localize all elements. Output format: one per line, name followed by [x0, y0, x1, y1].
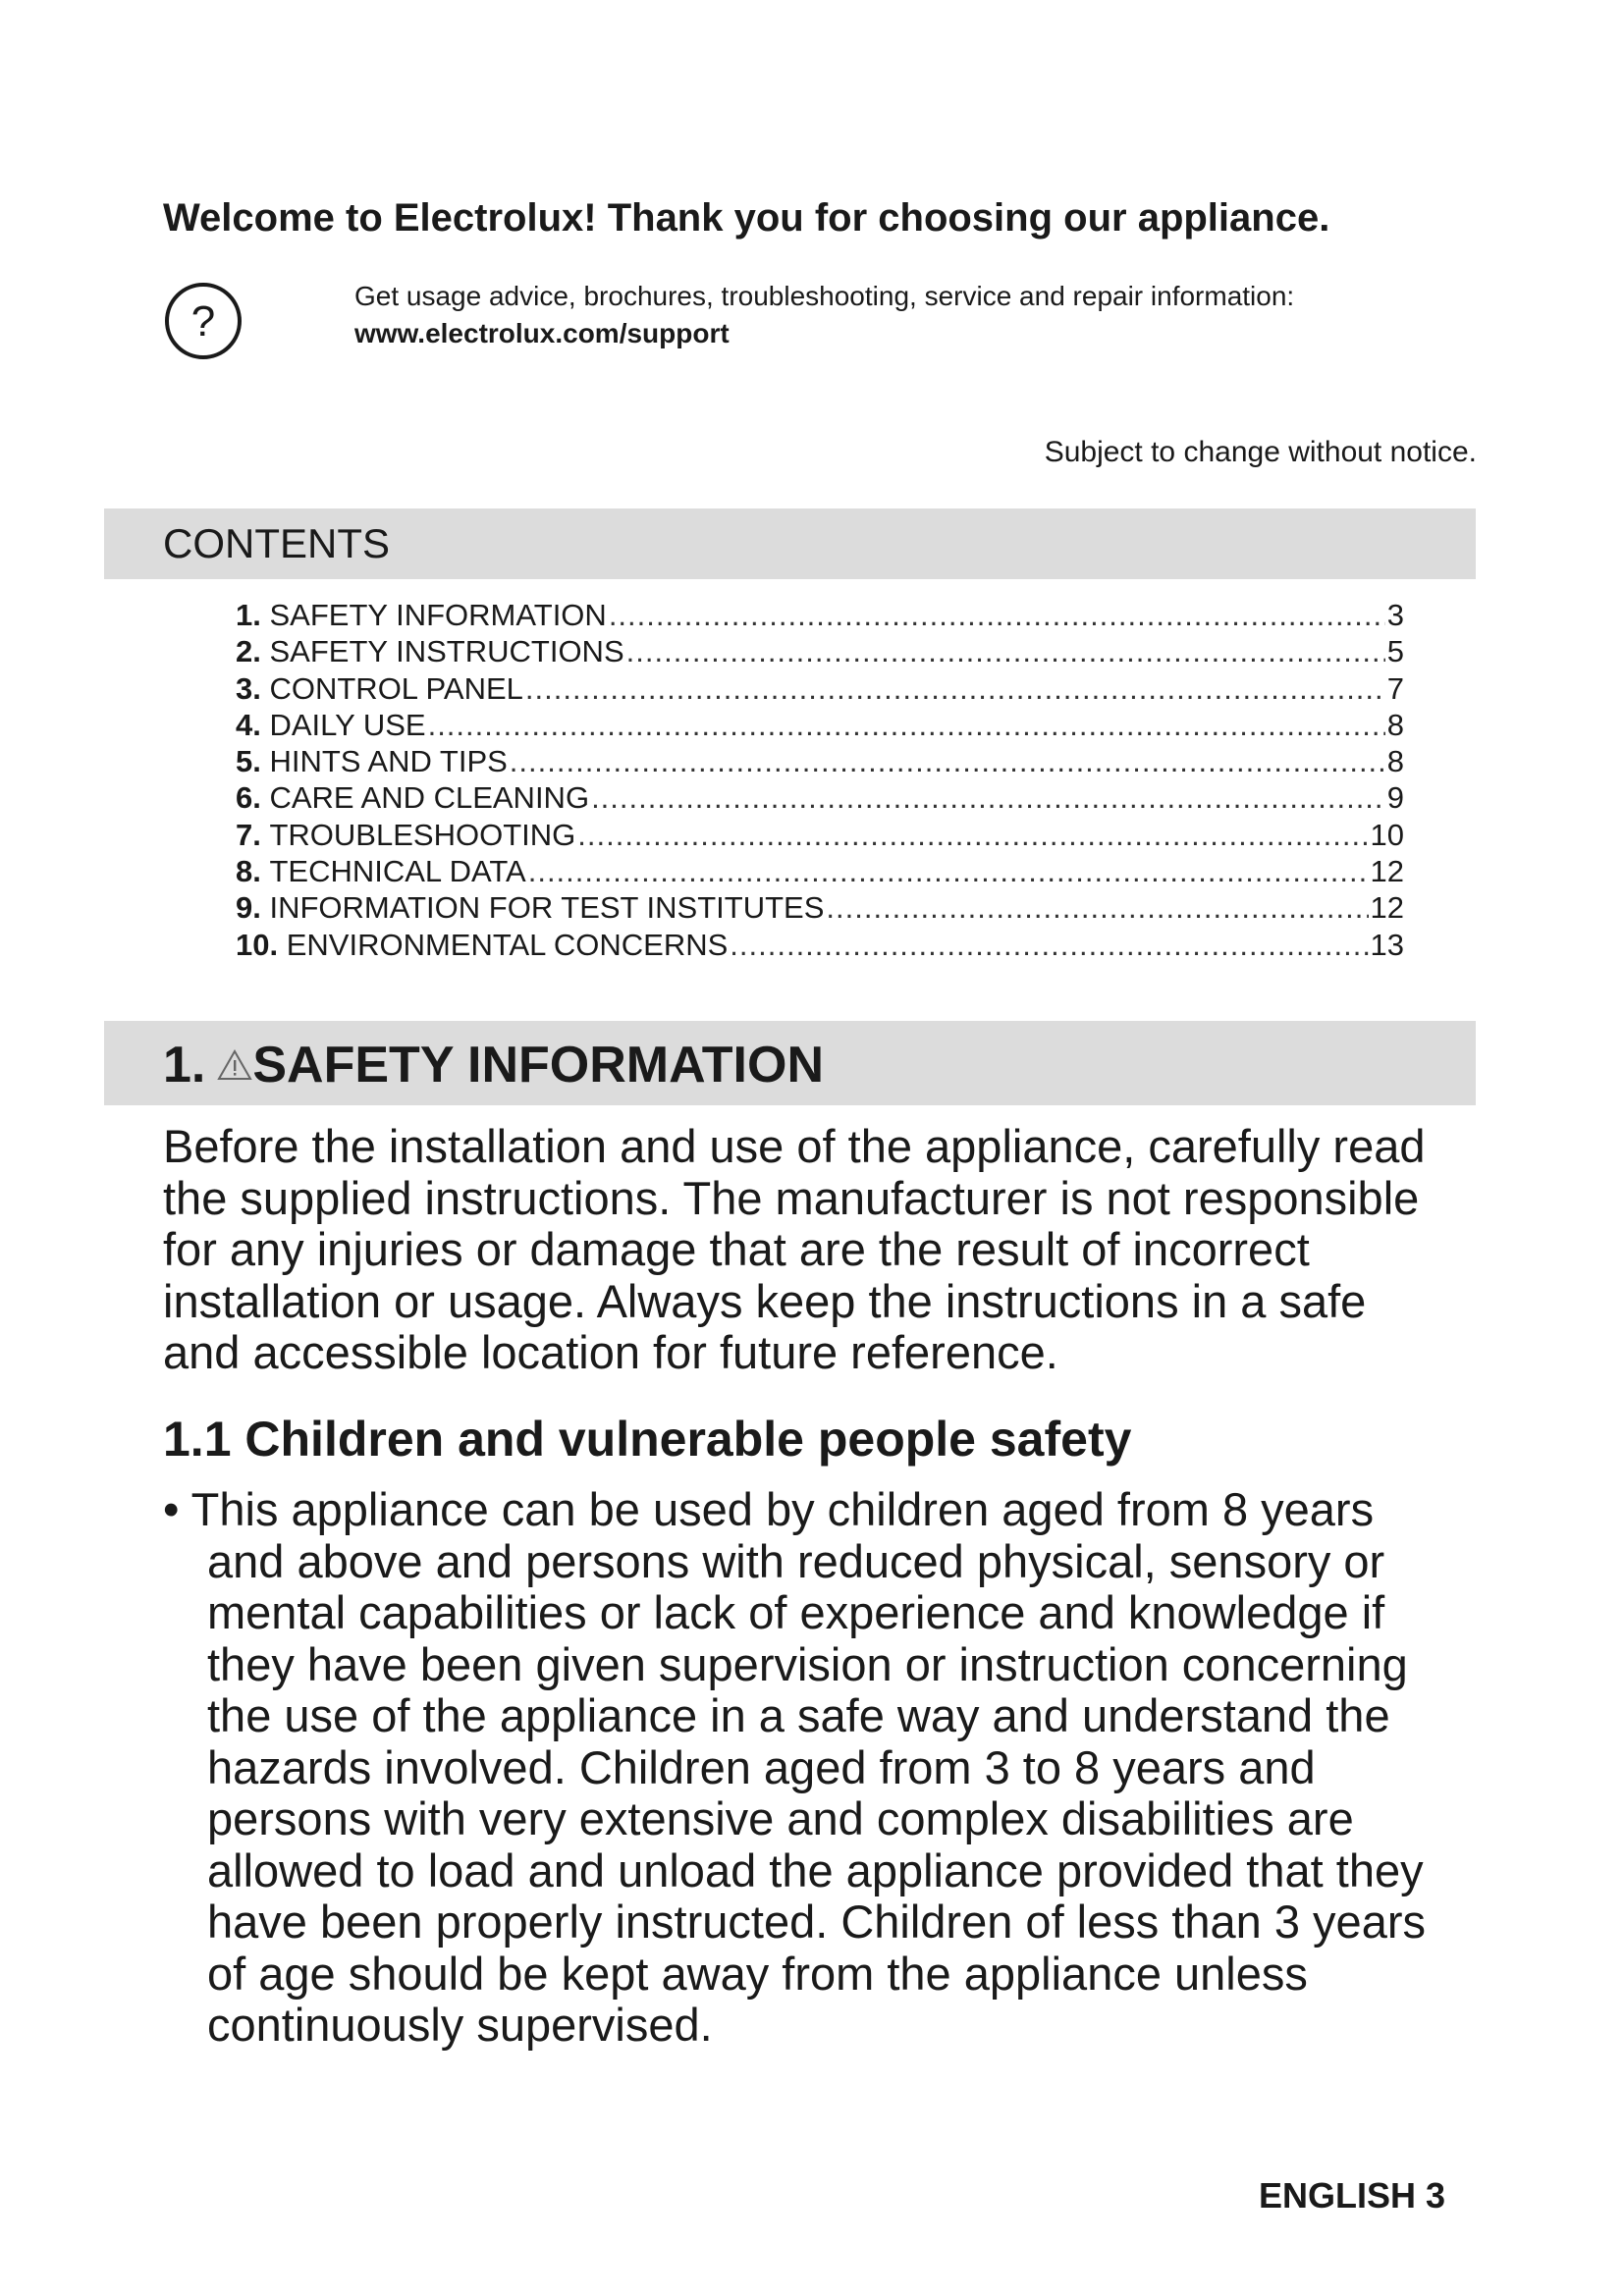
toc-leader: [609, 597, 1385, 633]
text-line: they have been given supervision or instruction concerning: [207, 1637, 1408, 1690]
text-line: installation or usage. Always keep the instructions in a safe: [163, 1274, 1367, 1327]
toc-number: 6.: [236, 780, 261, 816]
toc-leader: [730, 927, 1368, 963]
text-line: have been properly instructed. Children of less than 3 years: [207, 1896, 1426, 1948]
toc-page: 3: [1386, 598, 1404, 632]
toc-label: ENVIRONMENTAL CONCERNS: [286, 927, 729, 962]
toc-number: 5.: [236, 744, 261, 779]
toc-leader: [510, 743, 1385, 779]
toc-item[interactable]: [236, 597, 1404, 633]
page-footer: ENGLISH 3: [1258, 2175, 1445, 2216]
toc-label: CARE AND CLEANING: [269, 780, 590, 816]
toc-label: TECHNICAL DATA: [269, 854, 526, 889]
toc-item[interactable]: [236, 817, 1404, 853]
toc-number: 3.: [236, 670, 261, 706]
section-number: 1.: [163, 1037, 206, 1094]
toc-leader: [528, 853, 1369, 889]
toc-leader: [525, 670, 1385, 707]
support-link[interactable]: www.electrolux.com/support: [354, 318, 730, 348]
text-line: mental capabilities or lack of experience and knowledge if: [207, 1586, 1385, 1638]
table-of-contents: [236, 597, 1404, 963]
toc-number: 9.: [236, 890, 261, 926]
intro-paragraph: [163, 1121, 1489, 1379]
text-line: for any injuries or damage that are the result of incorrect: [163, 1223, 1310, 1275]
text-line: • This appliance can be used by children aged from 8 years: [163, 1483, 1375, 1535]
toc-page: 12: [1370, 854, 1404, 889]
support-info: [354, 278, 1294, 352]
section-title: [163, 1036, 824, 1095]
text-line: and above and persons with reduced physical, sensory or: [207, 1534, 1385, 1587]
toc-leader: [626, 633, 1385, 669]
toc-leader: [591, 779, 1385, 816]
text-line: allowed to load and unload the appliance provided that they: [207, 1843, 1424, 1896]
text-line: persons with very extensive and complex disabilities are: [207, 1792, 1354, 1844]
toc-item[interactable]: [236, 707, 1404, 743]
toc-item[interactable]: [236, 779, 1404, 816]
text-line: hazards involved. Children aged from 3 to 8 years and: [207, 1740, 1316, 1793]
toc-number: 1.: [236, 598, 261, 632]
toc-page: 9: [1386, 780, 1404, 816]
toc-page: 10: [1370, 817, 1404, 852]
toc-page: 8: [1386, 744, 1404, 779]
contents-title: CONTENTS: [163, 520, 390, 566]
question-circle-icon: [163, 281, 244, 361]
toc-item[interactable]: [236, 853, 1404, 889]
support-description: Get usage advice, brochures, troubleshooting, service and repair information:: [354, 281, 1295, 311]
toc-number: 8.: [236, 854, 261, 889]
toc-number: 10.: [236, 927, 279, 962]
toc-item[interactable]: [236, 670, 1404, 707]
toc-number: 4.: [236, 707, 261, 742]
toc-page: 8: [1386, 707, 1404, 742]
toc-label: TROUBLESHOOTING: [269, 817, 576, 852]
toc-leader: [428, 707, 1385, 743]
toc-label: SAFETY INFORMATION: [269, 598, 607, 632]
text-line: of age should be kept away from the appliance unless: [207, 1947, 1308, 2000]
text-line: Before the installation and use of the appliance, carefully read: [163, 1120, 1426, 1172]
toc-page: 7: [1386, 670, 1404, 706]
toc-number: 7.: [236, 817, 261, 852]
toc-label: INFORMATION FOR TEST INSTITUTES: [269, 890, 825, 926]
toc-item[interactable]: [236, 633, 1404, 669]
welcome-heading: Welcome to Electrolux! Thank you for choosing our appliance.: [163, 196, 1330, 240]
section-title-text: SAFETY INFORMATION: [252, 1037, 824, 1094]
bullet-paragraph: [163, 1484, 1489, 2052]
toc-number: 2.: [236, 634, 261, 669]
toc-item[interactable]: [236, 927, 1404, 963]
text-line: continuously supervised.: [207, 1999, 713, 2051]
text-line: the use of the appliance in a safe way and understand the: [207, 1689, 1390, 1741]
toc-label: CONTROL PANEL: [269, 670, 523, 706]
text-line: the supplied instructions. The manufacturer is not responsible: [163, 1171, 1420, 1224]
subsection-title: 1.1 Children and vulnerable people safety: [163, 1412, 1132, 1467]
toc-page: 5: [1386, 634, 1404, 669]
text-line: and accessible location for future reference.: [163, 1326, 1058, 1378]
toc-page: 12: [1370, 890, 1404, 926]
toc-item[interactable]: [236, 889, 1404, 926]
toc-label: HINTS AND TIPS: [269, 744, 508, 779]
toc-item[interactable]: [236, 743, 1404, 779]
warning-triangle-icon: [217, 1049, 252, 1081]
change-notice: Subject to change without notice.: [1044, 436, 1477, 468]
toc-label: DAILY USE: [269, 707, 426, 742]
toc-label: SAFETY INSTRUCTIONS: [269, 634, 624, 669]
svg-text:?: ?: [190, 297, 216, 346]
toc-leader: [826, 889, 1368, 926]
toc-page: 13: [1370, 927, 1404, 962]
toc-leader: [577, 817, 1368, 853]
